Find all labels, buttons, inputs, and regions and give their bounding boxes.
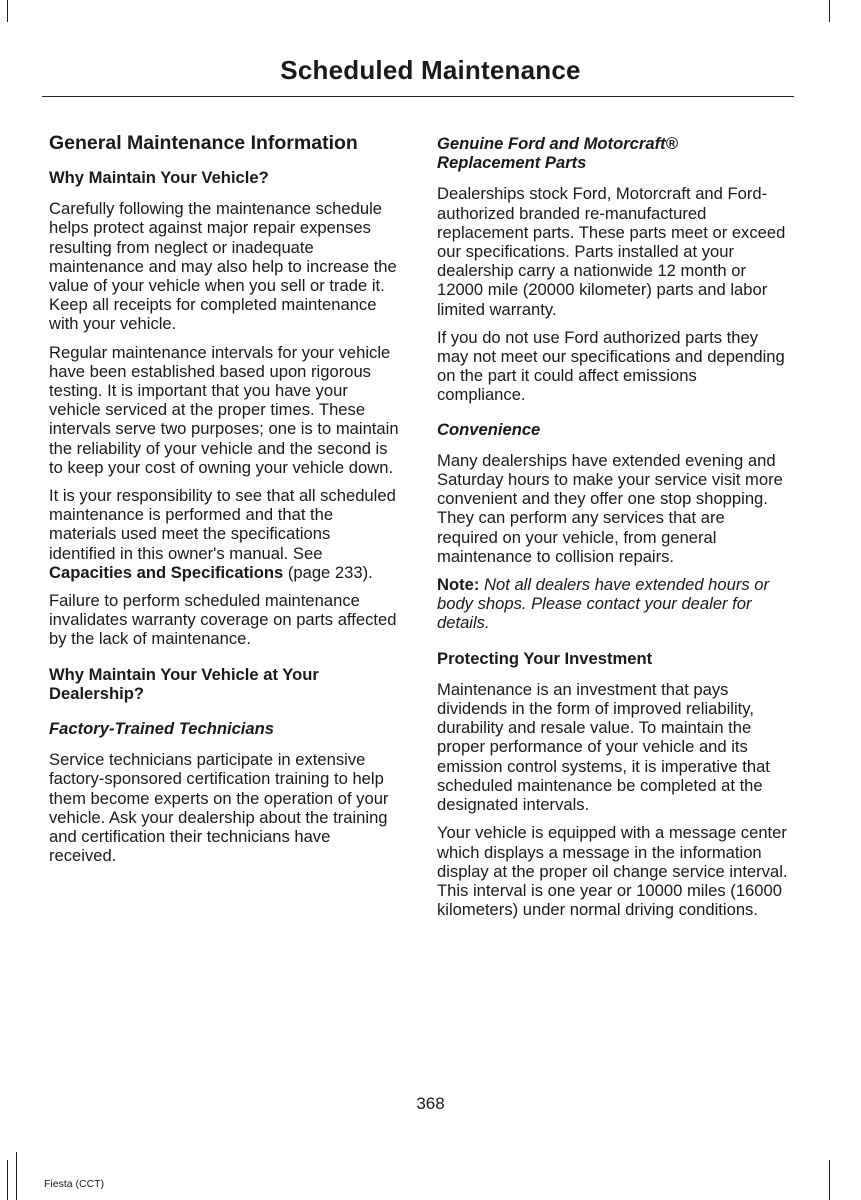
subheading-convenience: Convenience — [437, 419, 541, 439]
paragraph: Dealerships stock Ford, Motorcraft and Ford-authorized branded re-manufactured replacement parts. These parts meet or exceed our specifications. Parts installed at your dealership carry a nationwide 12 month or 12000 mile (20000 kilometer) parts and labor limited warranty. — [437, 184, 786, 319]
crop-mark — [7, 0, 8, 22]
page-number: 368 — [416, 1094, 445, 1113]
subheading-factory-trained: Factory-Trained Technicians — [49, 719, 275, 739]
right-column — [437, 132, 789, 928]
paragraph: Maintenance is an investment that pays dividends in the form of improved reliability, durability and resale value. To maintain the proper performance of your vehicle and its emission control systems, it is imperative that scheduled maintenance be completed at the designated intervals. — [437, 679, 770, 815]
left-column — [49, 132, 401, 875]
subheading-why-maintain: Why Maintain Your Vehicle? — [49, 168, 269, 187]
paragraph: Many dealerships have extended evening and Saturday hours to make your service visit more convenient and they offer one stop shopping. They can perform any services that are required on your vehicle, from general maintenance to collision repairs. — [437, 450, 783, 566]
paragraph-responsibility — [49, 486, 401, 582]
subheading-protecting: Protecting Your Investment — [437, 648, 653, 668]
crop-mark — [829, 1160, 830, 1200]
crop-mark — [829, 0, 830, 22]
paragraph: Your vehicle is equipped with a message center which displays a message in the information display at the proper oil change service interval. This interval is one year or 10000 miles (16000 kilometers) under normal driving conditions. — [437, 823, 788, 920]
paragraph: Service technicians participate in extensive factory-sponsored certification training to help them become experts on the operation of your vehicle. Ask your dealership about the training and certification their technicians have received. — [49, 750, 389, 866]
header-divider — [42, 96, 794, 97]
page-reference: (page 233). — [283, 562, 373, 582]
crop-mark — [16, 1152, 17, 1200]
paragraph: Carefully following the maintenance schedule helps protect against major repair expenses resulting from neglect or inadequate maintenance and may also help to increase the value of your vehicle when you sell or trade it. Keep all receipts for completed maintenance with your vehicle. — [49, 199, 397, 334]
paragraph: Failure to perform scheduled maintenance invalidates warranty coverage on parts affected by the lack of maintenance. — [49, 591, 397, 649]
subheading-genuine-parts: Genuine Ford and Motorcraft® Replacement Parts — [437, 134, 678, 173]
footer-label: Fiesta (CCT) — [44, 1178, 105, 1190]
note — [437, 575, 789, 633]
capacities-link[interactable]: Capacities and Specifications — [49, 562, 284, 582]
paragraph: Regular maintenance intervals for your vehicle have been established based upon rigorous testing. It is important that you have your vehicle serviced at the proper times. These intervals serve two purposes; one is to maintain the reliability of your vehicle and the second is to keep your cost of owning your vehicle down. — [49, 342, 399, 477]
note-label: Note: — [437, 575, 480, 595]
paragraph-text: It is your responsibility to see that all scheduled maintenance is performed and that the materials used meet the specifications identified in this owner's manual. See — [49, 486, 396, 563]
crop-mark — [7, 1160, 8, 1200]
paragraph: If you do not use Ford authorized parts they may not meet our specifications and depending on the part it could affect emissions compliance. — [437, 327, 785, 405]
subheading-dealership: Why Maintain Your Vehicle at Your Dealership? — [49, 664, 319, 703]
section-heading-general: General Maintenance Information — [49, 132, 358, 154]
page-title: Scheduled Maintenance — [280, 55, 581, 85]
note-text: Not all dealers have extended hours or body shops. Please contact your dealer for details. — [437, 575, 770, 633]
